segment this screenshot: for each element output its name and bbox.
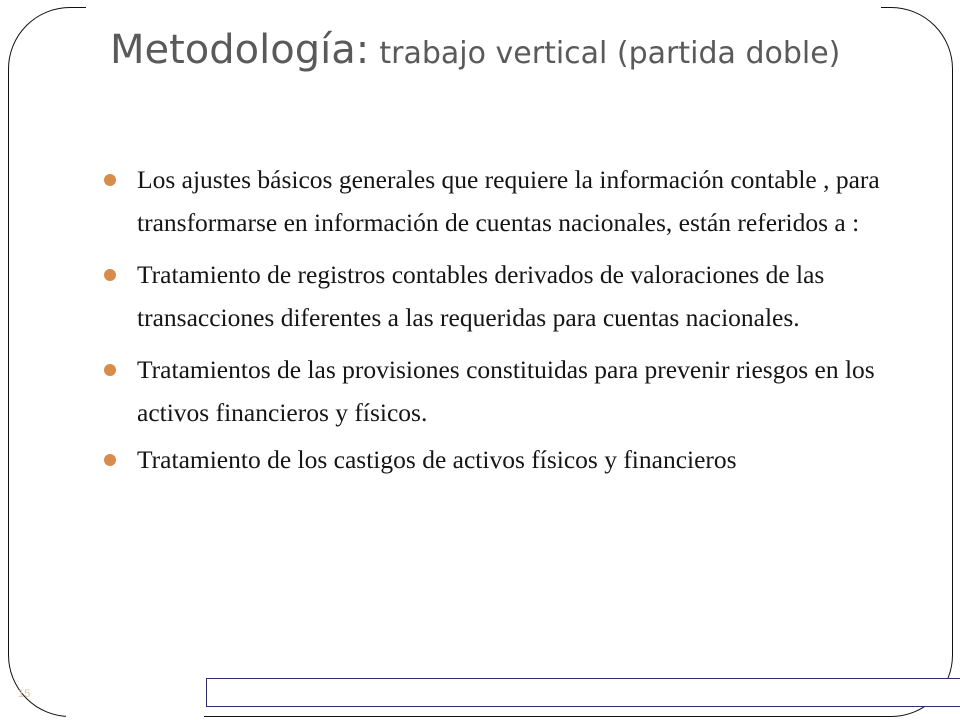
bullet-dot-icon — [104, 364, 116, 376]
bullet-text: Los ajustes básicos generales que requiere la información contable , para transformarse en información de cuentas nacionales, están referidos a : — [137, 165, 880, 237]
bullet-item — [104, 348, 904, 434]
slide-title — [110, 24, 910, 78]
frame-gap-top — [86, 0, 881, 14]
bullet-dot-icon — [104, 269, 116, 281]
bullet-item — [104, 438, 904, 481]
bullet-item — [104, 253, 904, 339]
slide-title-main: Metodología: — [110, 27, 370, 73]
bullet-text: Tratamientos de las provisiones constituidas para prevenir riesgos en los activos financieros y físicos. — [137, 355, 875, 427]
bullet-item — [104, 158, 904, 244]
footer-bar — [206, 678, 960, 707]
bullet-text: Tratamiento de los castigos de activos físicos y financieros — [137, 445, 737, 474]
bullet-dot-icon — [104, 174, 116, 186]
slide-number: 15 — [18, 688, 31, 700]
bullet-dot-icon — [104, 454, 116, 466]
bullet-text: Tratamiento de registros contables derivados de valoraciones de las transacciones diferentes a las requeridas para cuentas nacionales. — [137, 260, 825, 332]
frame-gap-bottom — [66, 706, 204, 720]
slide-title-sub: trabajo vertical (partida doble) — [379, 36, 841, 71]
bullet-list — [104, 158, 904, 490]
